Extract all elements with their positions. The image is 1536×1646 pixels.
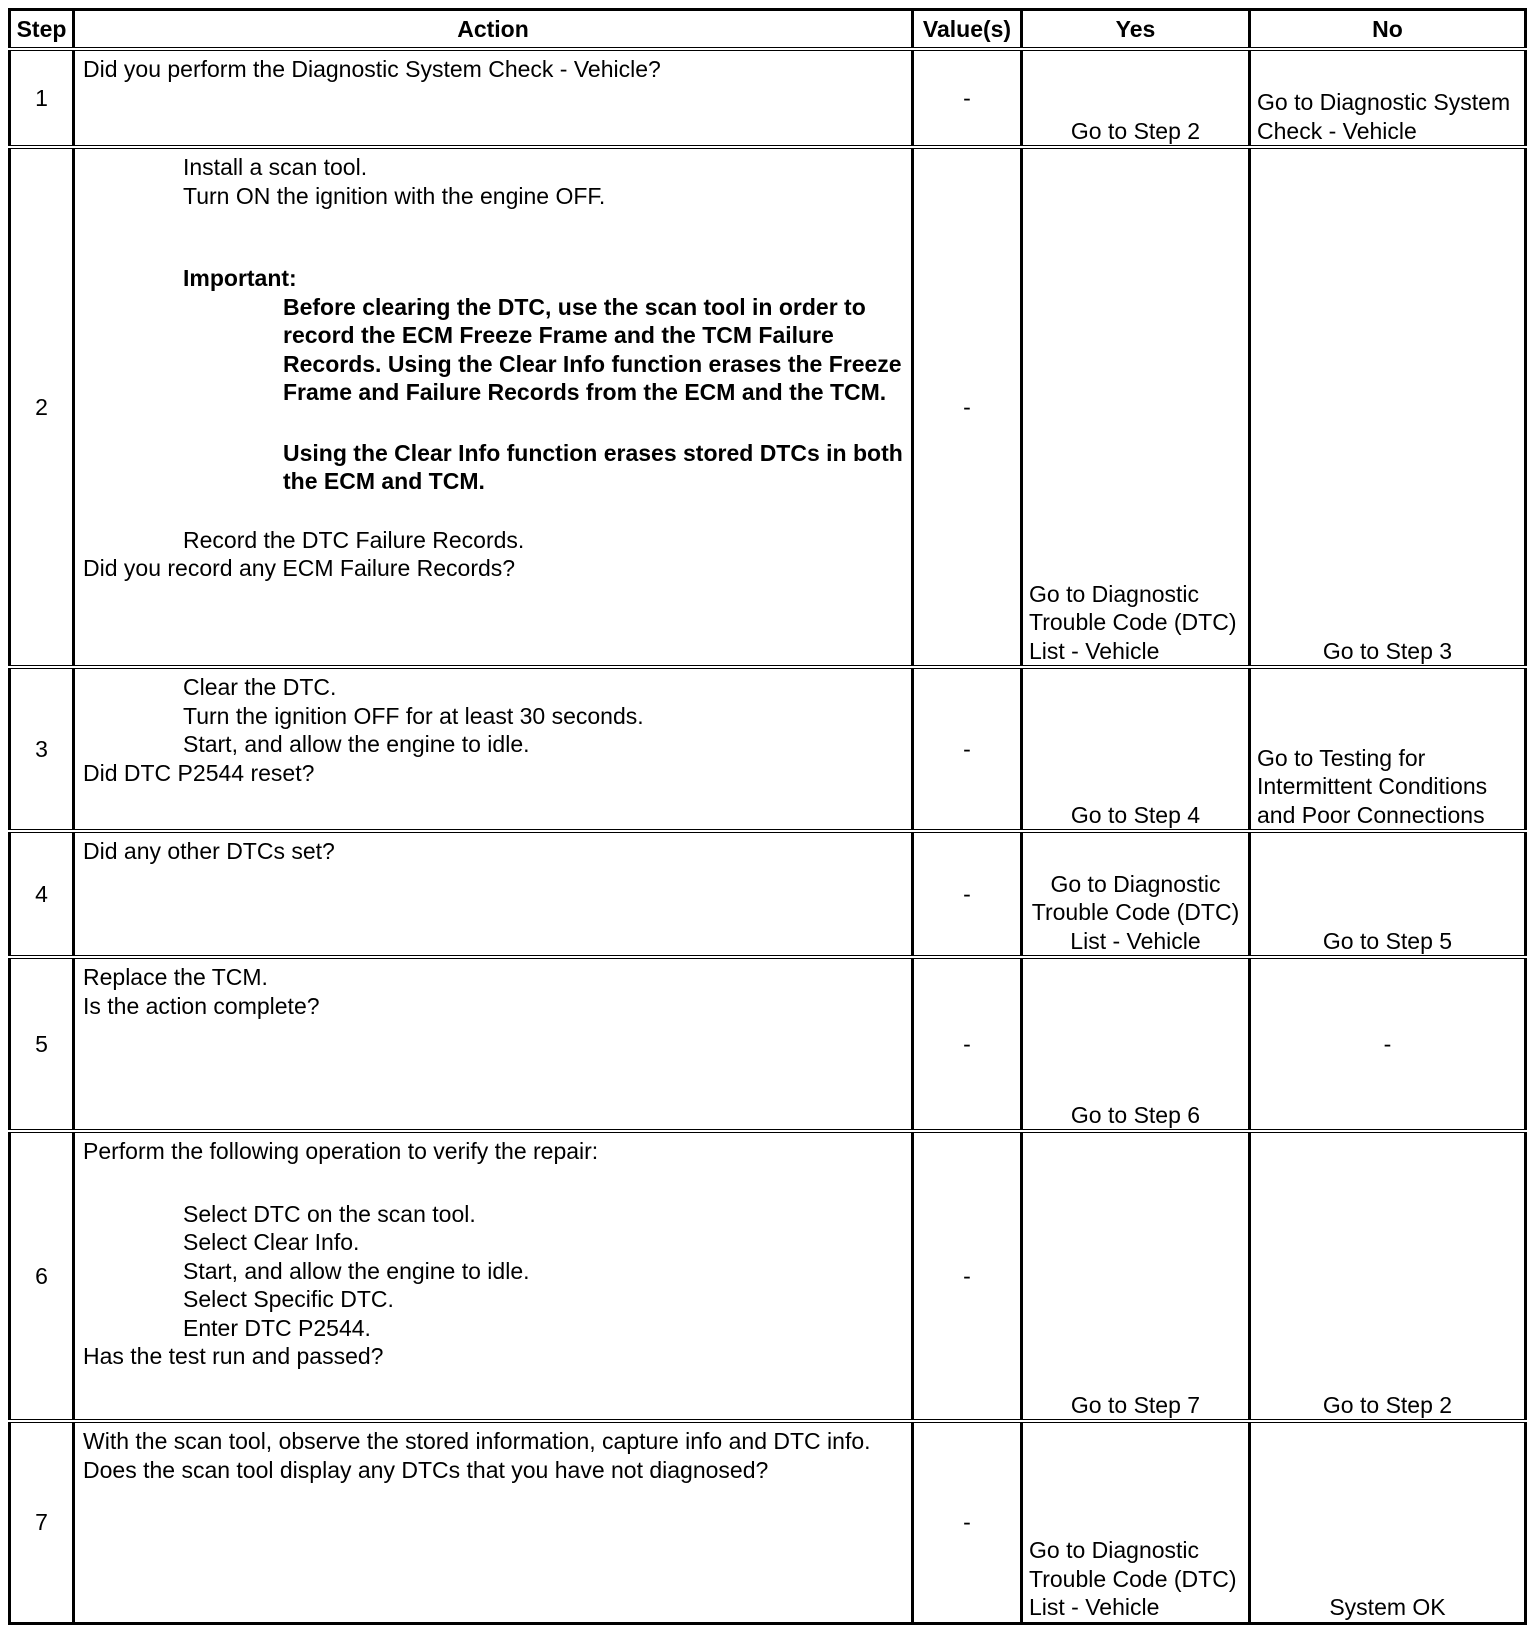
action-text: Did you perform the Diagnostic System Check - Vehicle? [83,56,661,82]
action-question: Did you record any ECM Failure Records? [83,555,516,581]
table-row [10,831,1526,957]
step-number: 7 [10,1421,74,1623]
header-no: No [1250,10,1526,50]
step-number: 1 [10,49,74,147]
important-text: Before clearing the DTC, use the scan tool in order to record the ECM Freeze Frame and the TCM Failure Records. Using the Clear Info function erases the Freeze Frame and Failure Records from the ECM and the TCM. [283,293,902,405]
diagnostic-table [8,8,1527,1625]
action-question: Does the scan tool display any DTCs that you have not diagnosed? [83,1456,769,1483]
yes-result: Go to Diagnostic Trouble Code (DTC) List - Vehicle [1022,147,1250,667]
yes-result: Go to Diagnostic Trouble Code (DTC) List - Vehicle [1022,831,1250,957]
no-result: - [1250,957,1526,1131]
no-result: Go to Step 2 [1250,1131,1526,1421]
action-cell [74,667,913,831]
action-cell [74,49,913,147]
value-cell: - [913,957,1022,1131]
step-number: 2 [10,147,74,667]
table-row [10,957,1526,1131]
action-step-line: Enter DTC P2544. [183,1314,371,1341]
action-cell [74,957,913,1131]
action-step-line: Turn ON the ignition with the engine OFF. [183,182,606,209]
table-row [10,1421,1526,1623]
no-result: Go to Testing for Intermittent Conditions and Poor Connections [1250,667,1526,831]
no-result: Go to Diagnostic System Check - Vehicle [1250,49,1526,147]
header-step: Step [10,10,74,50]
important-text: Using the Clear Info function erases stored DTCs in both the ECM and TCM. [283,439,903,494]
action-question: Has the test run and passed? [83,1343,384,1369]
no-result: Go to Step 5 [1250,831,1526,957]
action-step-line: Start, and allow the engine to idle. [183,1257,530,1284]
no-result: System OK [1250,1421,1526,1623]
action-step-line: Select DTC on the scan tool. [183,1200,476,1227]
action-cell [74,1131,913,1421]
yes-result: Go to Step 7 [1022,1131,1250,1421]
yes-result: Go to Diagnostic Trouble Code (DTC) List - Vehicle [1022,1421,1250,1623]
action-step-line: Select Clear Info. [183,1229,360,1255]
action-text: Perform the following operation to verify the repair: [83,1138,599,1164]
header-row [10,10,1526,50]
yes-result: Go to Step 4 [1022,667,1250,831]
table-row [10,147,1526,667]
action-question: Did DTC P2544 reset? [83,759,315,786]
action-question: Is the action complete? [83,992,320,1019]
table-row [10,49,1526,147]
step-number: 5 [10,957,74,1131]
header-action: Action [74,10,913,50]
action-text: Replace the TCM. [83,964,268,990]
action-cell [74,831,913,957]
value-cell: - [913,49,1022,147]
yes-result: Go to Step 2 [1022,49,1250,147]
action-text: With the scan tool, observe the stored information, capture info and DTC info. [83,1428,871,1454]
action-step-line: Select Specific DTC. [183,1286,394,1312]
value-cell: - [913,147,1022,667]
action-step-line: Record the DTC Failure Records. [183,526,525,553]
action-step-line: Install a scan tool. [183,154,368,180]
step-number: 3 [10,667,74,831]
value-cell: - [913,831,1022,957]
header-yes: Yes [1022,10,1250,50]
action-cell [74,147,913,667]
value-cell: - [913,667,1022,831]
header-values: Value(s) [913,10,1022,50]
step-number: 4 [10,831,74,957]
no-result: Go to Step 3 [1250,147,1526,667]
value-cell: - [913,1421,1022,1623]
action-step-line: Start, and allow the engine to idle. [183,731,530,757]
step-number: 6 [10,1131,74,1421]
table-row [10,667,1526,831]
yes-result: Go to Step 6 [1022,957,1250,1131]
table-row [10,1131,1526,1421]
action-cell [74,1421,913,1623]
value-cell: - [913,1131,1022,1421]
important-title: Important: [183,265,297,291]
action-step-line: Clear the DTC. [183,674,337,700]
action-text: Did any other DTCs set? [83,838,335,864]
action-step-line: Turn the ignition OFF for at least 30 seconds. [183,702,644,729]
